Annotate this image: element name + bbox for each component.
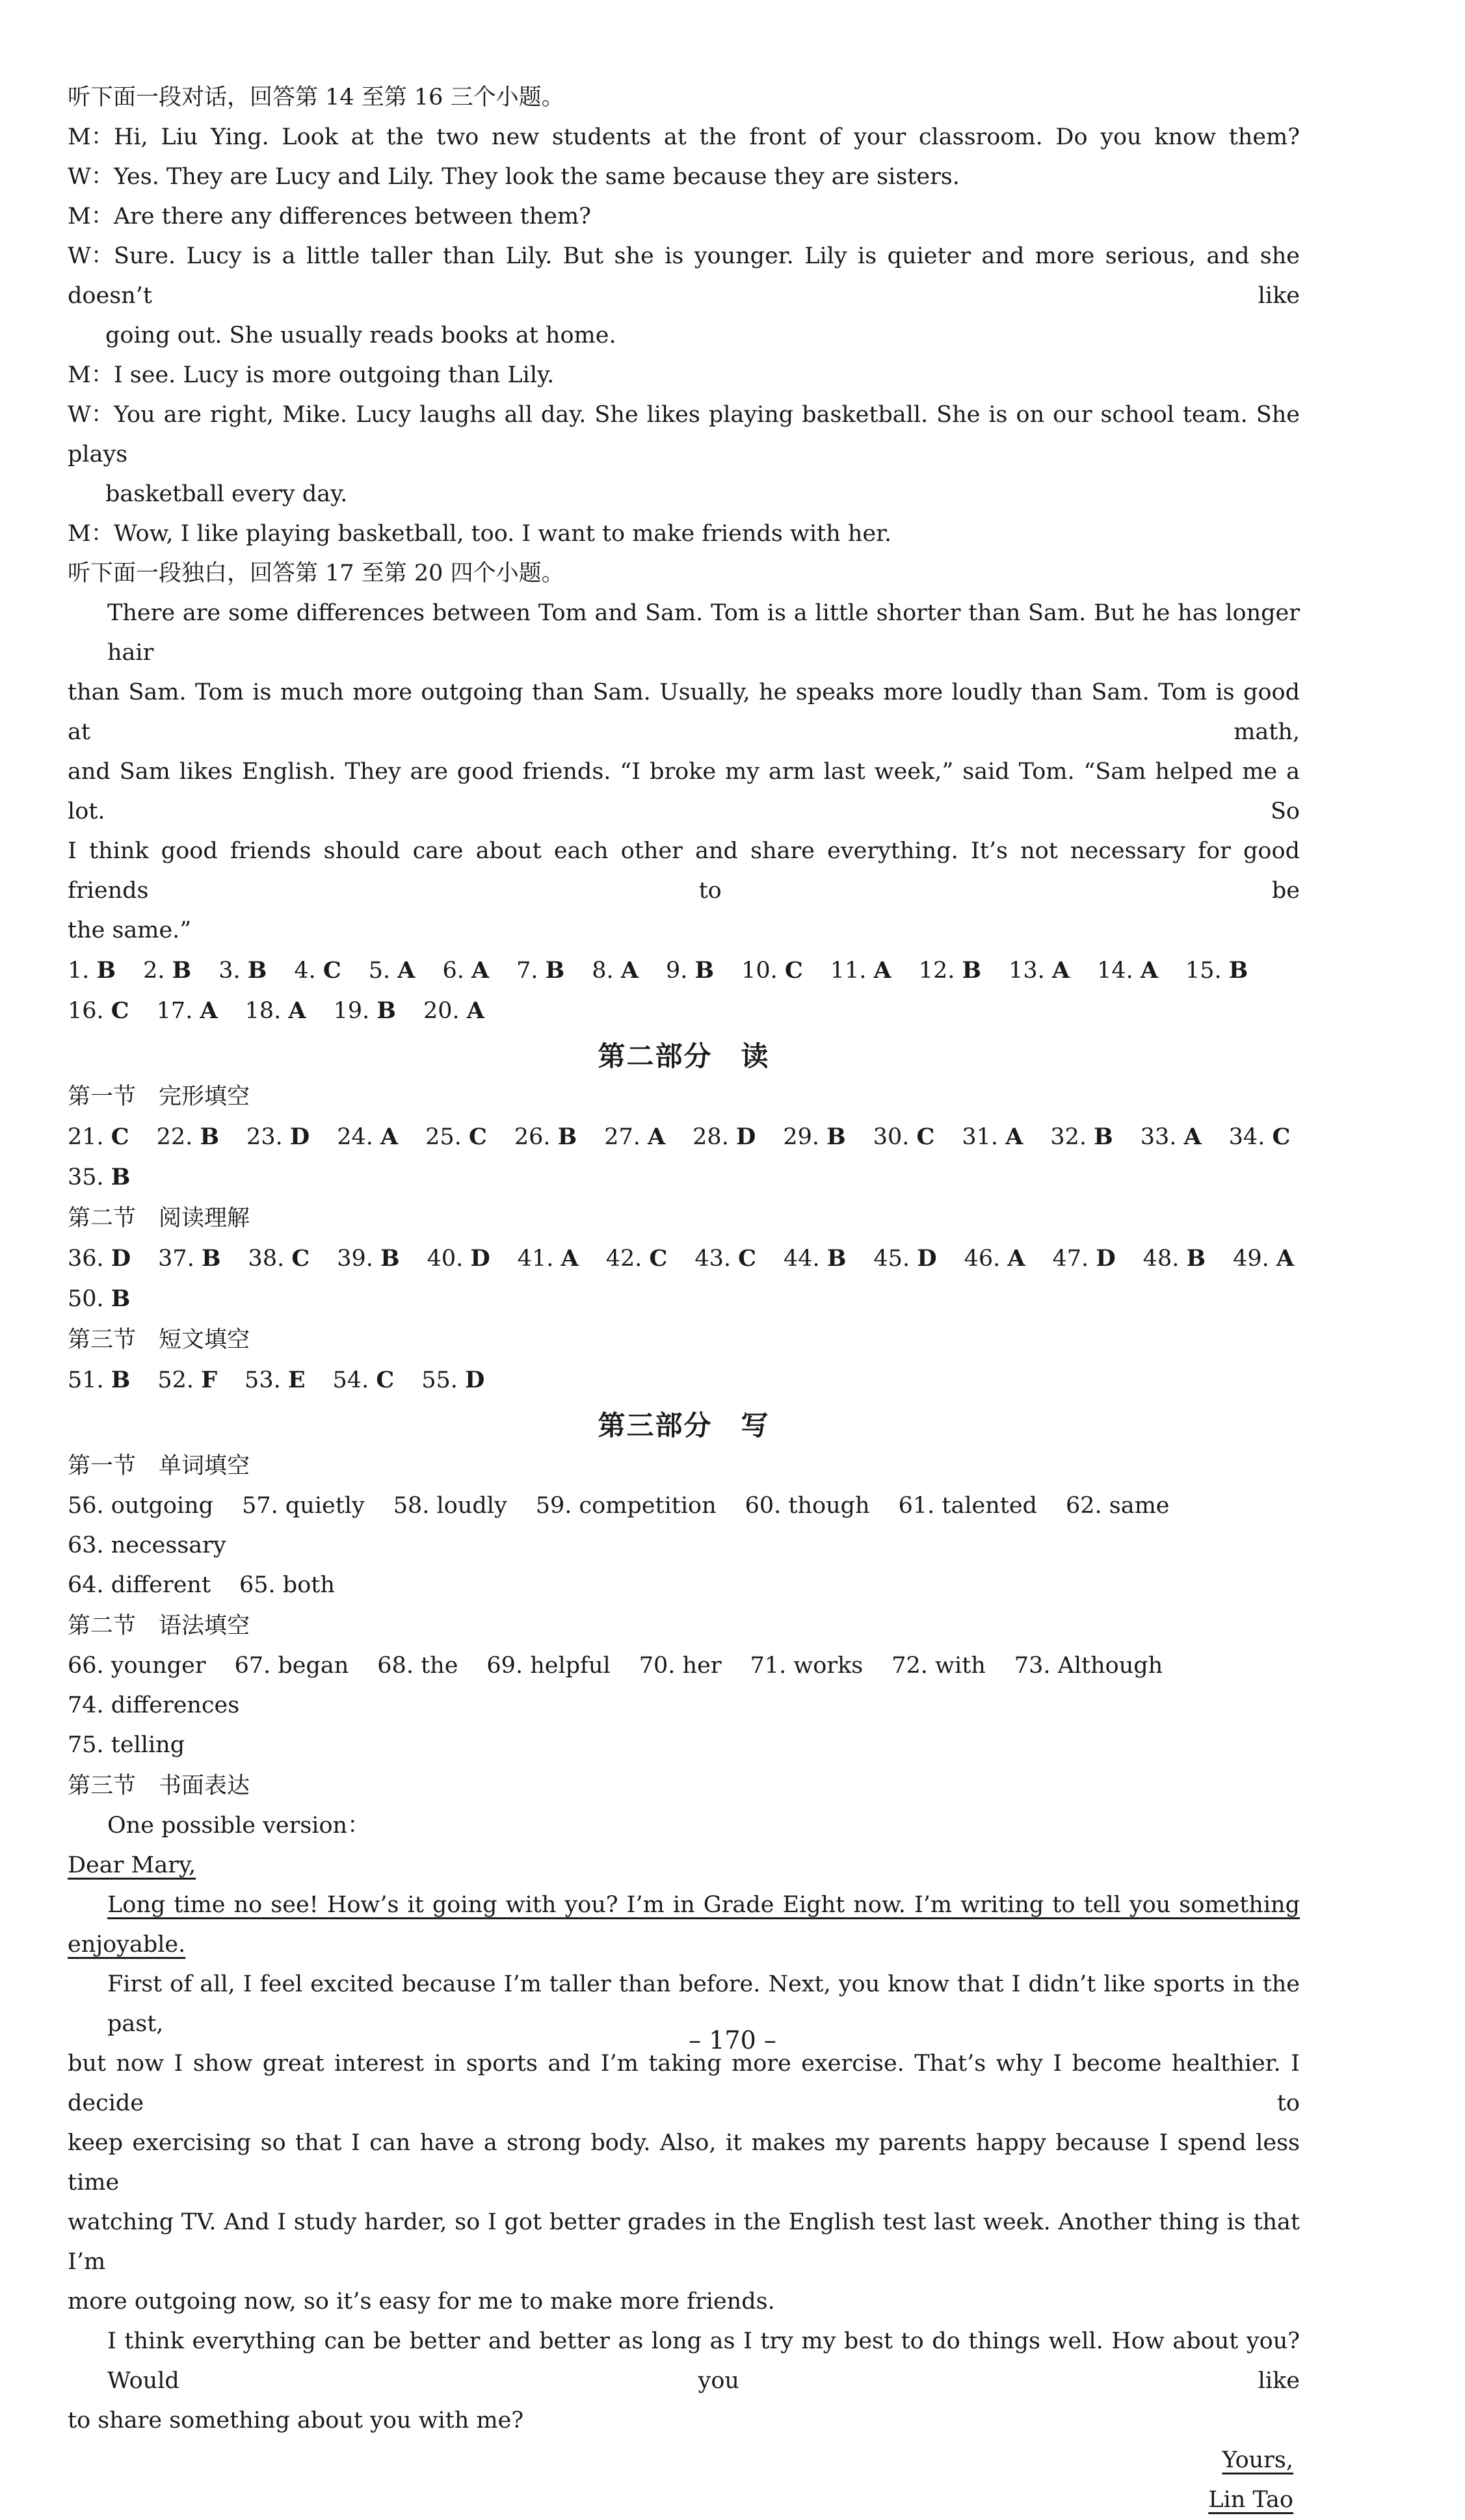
- monologue: [68, 594, 1300, 951]
- answer-row: [68, 951, 1300, 991]
- answer-item: 55. D: [421, 1367, 485, 1393]
- answer-item: 16. C: [68, 997, 129, 1024]
- letter-closing: [68, 2322, 1300, 2441]
- answer-item: 26. B: [514, 1123, 577, 1150]
- monologue-intro: 听下面一段独白，回答第 17 至第 20 四个小题。: [68, 560, 564, 586]
- section-title: 第一节 完形填空: [68, 1084, 250, 1110]
- answer-item: 45. D: [873, 1245, 937, 1272]
- answer-page: [68, 78, 1300, 2520]
- monologue-line: and Sam likes English. They are good friends. “I broke my arm last week,” said Tom. “Sam helped me a lot. So: [68, 759, 1300, 824]
- part-title: 第二部分 读: [598, 1040, 770, 1072]
- monologue-line: the same.”: [68, 917, 192, 943]
- answer-item: 13. A: [1009, 957, 1070, 984]
- answer-item: 30. C: [873, 1123, 935, 1150]
- monologue-line: There are some differences between Tom and Sam. Tom is a little shorter than Sam. But he has longer hair: [107, 600, 1300, 666]
- word-row: [68, 1646, 1300, 1726]
- letter-closing-line: to share something about you with me?: [68, 2408, 524, 2434]
- answer-row: [68, 1360, 1300, 1400]
- signature: Lin Tao: [1208, 2487, 1293, 2513]
- answer-item: 41. A: [517, 1245, 579, 1272]
- dialog-line: W：Yes. They are Lucy and Lily. They look the same because they are sisters.: [68, 164, 960, 190]
- word-answer-item: 70. her: [639, 1653, 722, 1679]
- answer-item: 25. C: [425, 1123, 487, 1150]
- answer-item: 19. B: [333, 997, 396, 1024]
- letter-body: [68, 1965, 1300, 2322]
- answer-item: 18. A: [244, 997, 306, 1024]
- answer-item: 31. A: [962, 1123, 1023, 1150]
- word-answer-item: 63. necessary: [68, 1532, 226, 1558]
- section-title: 第三节 书面表达: [68, 1773, 250, 1799]
- letter-body-line: but now I show great interest in sports and I’m taking more exercise. That’s why I become healthier. I decide to: [68, 2051, 1300, 2116]
- answer-item: 39. B: [337, 1245, 400, 1272]
- answer-item: 11. A: [830, 957, 891, 984]
- word-row: [68, 1566, 1300, 1605]
- letter-body-line: watching TV. And I study harder, so I got better grades in the English test last week. Another thing is that I’m: [68, 2209, 1300, 2275]
- sign-off: Yours,: [1222, 2447, 1293, 2473]
- dialog-line: W：You are right, Mike. Lucy laughs all day. She likes playing basketball. She is on our school team. She plays: [68, 402, 1300, 467]
- letter-body-line: First of all, I feel excited because I’m taller than before. Next, you know that I didn’t like sports in the past,: [107, 1971, 1300, 2037]
- word-row: [68, 1486, 1300, 1566]
- word-answer-item: 65. both: [239, 1572, 335, 1598]
- word-answer-item: 73. Although: [1014, 1653, 1163, 1679]
- answer-item: 35. B: [68, 1164, 131, 1190]
- answer-item: 51. B: [68, 1367, 131, 1393]
- answer-item: 6. A: [442, 957, 490, 984]
- answer-item: 29. B: [783, 1123, 846, 1150]
- answer-item: 48. B: [1142, 1245, 1206, 1272]
- letter-opening-cont: enjoyable.: [68, 1932, 186, 1958]
- answer-item: 24. A: [337, 1123, 399, 1150]
- answer-item: 54. C: [332, 1367, 395, 1393]
- dialog-line: M：I see. Lucy is more outgoing than Lily.: [68, 362, 555, 388]
- answer-item: 1. B: [68, 957, 116, 984]
- answer-item: 27. A: [604, 1123, 666, 1150]
- answer-item: 34. C: [1228, 1123, 1291, 1150]
- dialog-line: W：Sure. Lucy is a little taller than Lily. But she is younger. Lily is quieter and more serious, and she doesn’t like: [68, 243, 1300, 309]
- answer-item: 43. C: [694, 1245, 757, 1272]
- answer-item: 49. A: [1233, 1245, 1295, 1272]
- answer-item: 9. B: [665, 957, 715, 984]
- word-row: [68, 1726, 1300, 1765]
- word-answer-item: 74. differences: [68, 1692, 240, 1718]
- answer-row: [68, 1239, 1300, 1279]
- answer-item: 23. D: [246, 1123, 310, 1150]
- answer-item: 20. A: [423, 997, 484, 1024]
- answer-item: 32. B: [1050, 1123, 1113, 1150]
- section-title: 第一节 单词填空: [68, 1453, 250, 1479]
- answer-item: 3. B: [218, 957, 267, 984]
- word-answer-item: 71. works: [750, 1653, 864, 1679]
- answer-item: 40. D: [427, 1245, 490, 1272]
- answer-item: 12. B: [918, 957, 982, 984]
- answer-item: 15. B: [1185, 957, 1248, 984]
- answer-item: 14. A: [1097, 957, 1158, 984]
- answer-item: 37. B: [158, 1245, 221, 1272]
- part-title: 第三部分 写: [598, 1410, 770, 1441]
- word-answer-item: 69. helpful: [486, 1653, 611, 1679]
- word-answer-item: 67. began: [234, 1653, 349, 1679]
- answer-item: 47. D: [1052, 1245, 1116, 1272]
- letter-salutation: Dear Mary,: [68, 1852, 196, 1878]
- dialog-line: M：Are there any differences between them?: [68, 203, 591, 230]
- dialog-line-cont: basketball every day.: [105, 481, 348, 507]
- word-answer-item: 57. quietly: [242, 1493, 365, 1519]
- section-title: 第二节 阅读理解: [68, 1205, 250, 1231]
- answer-row: [68, 1117, 1300, 1157]
- word-answer-item: 66. younger: [68, 1653, 206, 1679]
- answer-item: 10. C: [741, 957, 803, 984]
- word-answer-item: 72. with: [891, 1653, 986, 1679]
- answer-item: 36. D: [68, 1245, 131, 1272]
- answer-item: 33. A: [1140, 1123, 1202, 1150]
- answer-item: 44. B: [784, 1245, 847, 1272]
- dialog-line: M：Hi, Liu Ying. Look at the two new students at the front of your classroom. Do you know them?: [68, 124, 1300, 150]
- monologue-line: than Sam. Tom is much more outgoing than Sam. Usually, he speaks more loudly than Sam. Tom is good at math,: [68, 679, 1300, 745]
- answer-item: 21. C: [68, 1123, 129, 1150]
- answer-item: 28. D: [693, 1123, 756, 1150]
- answer-item: 38. C: [248, 1245, 310, 1272]
- answer-item: 2. B: [143, 957, 192, 984]
- answer-item: 5. A: [368, 957, 416, 984]
- answer-item: 46. A: [964, 1245, 1025, 1272]
- letter-body-line: more outgoing now, so it’s easy for me to make more friends.: [68, 2289, 775, 2315]
- answer-item: 53. E: [244, 1367, 306, 1393]
- word-answer-item: 60. though: [745, 1493, 870, 1519]
- answer-item: 17. A: [156, 997, 218, 1024]
- answer-item: 8. A: [592, 957, 639, 984]
- word-answer-item: 61. talented: [898, 1493, 1037, 1519]
- answer-item: 42. C: [605, 1245, 668, 1272]
- possible-version-label: One possible version：: [107, 1813, 371, 1839]
- answer-item: 52. F: [157, 1367, 218, 1393]
- monologue-line: I think good friends should care about each other and share everything. It’s not necessary for good friends to be: [68, 838, 1300, 904]
- section-title: 第二节 语法填空: [68, 1613, 250, 1639]
- answer-item: 7. B: [516, 957, 565, 984]
- dialog-line-cont: going out. She usually reads books at home.: [105, 322, 616, 348]
- word-answer-item: 64. different: [68, 1572, 211, 1598]
- section-title: 第三节 短文填空: [68, 1327, 250, 1353]
- answer-item: 4. C: [294, 957, 341, 984]
- word-answer-item: 56. outgoing: [68, 1493, 214, 1519]
- letter-closing-line: I think everything can be better and better as long as I try my best to do things well. How about you? Would you like: [107, 2328, 1300, 2394]
- word-answer-item: 75. telling: [68, 1732, 185, 1758]
- answer-row: [68, 991, 1300, 1031]
- word-answer-item: 62. same: [1065, 1493, 1170, 1519]
- answer-item: 22. B: [156, 1123, 220, 1150]
- letter-opening: Long time no see! How’s it going with you? I’m in Grade Eight now. I’m writing to tell you something: [107, 1892, 1300, 1918]
- page-number: – 170 –: [689, 2026, 776, 2054]
- answer-row: [68, 1279, 1300, 1319]
- letter-body-line: keep exercising so that I can have a strong body. Also, it makes my parents happy because I spend less time: [68, 2130, 1300, 2196]
- word-answer-item: 59. competition: [535, 1493, 717, 1519]
- word-answer-item: 68. the: [377, 1653, 458, 1679]
- answer-item: 50. B: [68, 1285, 131, 1312]
- answer-row: [68, 1157, 1300, 1198]
- dialog-intro: 听下面一段对话，回答第 14 至第 16 三个小题。: [68, 85, 564, 111]
- dialog-line: M：Wow, I like playing basketball, too. I want to make friends with her.: [68, 521, 892, 547]
- dialog: [68, 118, 1300, 554]
- word-answer-item: 58. loudly: [393, 1493, 507, 1519]
